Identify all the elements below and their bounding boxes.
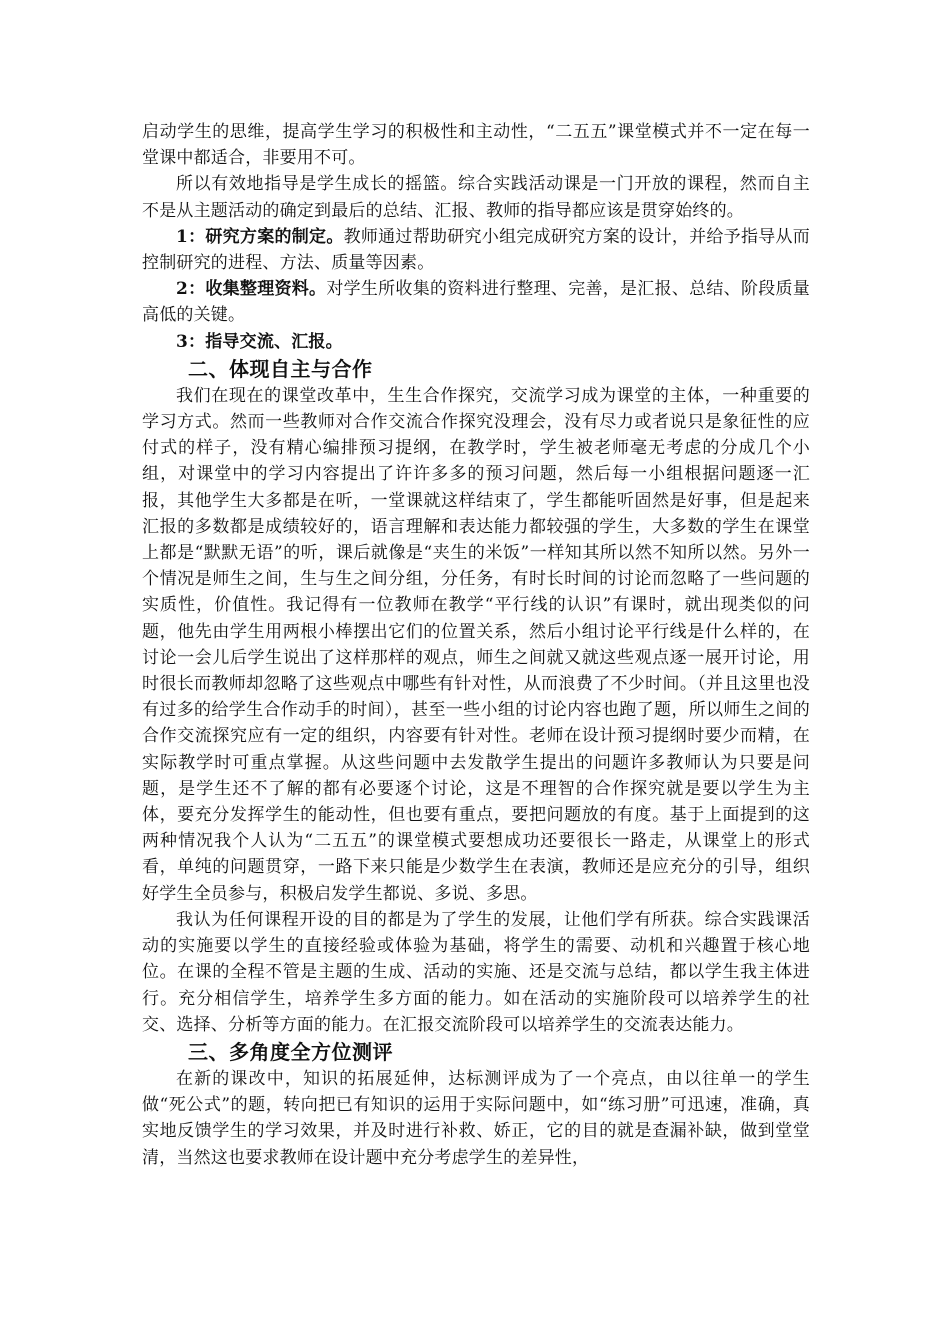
list-item-2-text: 对学生所收集的资料进行整理、完善，是汇报、总结、阶段质量高低的关键。	[142, 279, 810, 326]
paragraph-continuation: 启动学生的思维，提高学生学习的积极性和主动性，“二五五”课堂模式并不一定在每一堂课中都适合，非要用不可。	[142, 122, 810, 169]
document-page	[142, 119, 810, 1171]
paragraph-guidance: 所以有效地指导是学生成长的摇篮。综合实践活动课是一门开放的课程，然而自主不是从主题活动的确定到最后的总结、汇报、教师的指导都应该是贯穿始终的。	[142, 174, 810, 221]
list-item-1-text: 教师通过帮助研究小组完成研究方案的设计，并给予指导从而控制研究的进程、方法、质量等因素。	[142, 226, 810, 274]
list-item-3-label: 3：指导交流、汇报。	[176, 331, 343, 352]
section-heading-3: 三、多角度全方位测评	[188, 1039, 393, 1064]
list-item-3	[142, 329, 810, 355]
paragraph-cooperation: 我们在现在的课堂改革中，生生合作探究，交流学习成为课堂的主体，一种重要的学习方式。然而一些教师对合作交流合作探究没理会，没有尽力或者说只是象征性的应付式的样子，没有精心编排预习提纲，在教学时，学生被老师毫无考虑的分成几个小组，对课堂中的学习内容提出了许许多多的预习问题，然后每一小组根据问题逐一汇报，其他学生大多都是在听，一堂课就这样结束了，学生都能听固然是好事，但是起来汇报的多数都是成绩较好的，语言理解和表达能力都较强的学生，大多数的学生在课堂上都是“默默无语”的听，课后就像是“夹生的米饭”一样知其所以然不知所以然。另外一个情况是师生之间，生与生之间分组，分任务，有时长时间的讨论而忽略了一些问题的实质性，价值性。我记得有一位教师在教学“平行线的认识”有课时，就出现类似的问题，他先由学生用两根小棒摆出它们的位置关系，然后小组讨论平行线是什么样的，在讨论一会儿后学生说出了这样那样的观点，师生之间就又就这些观点逐一展开讨论，用时很长而教师却忽略了这些观点中哪些有针对性，从而浪费了不少时间。（并且这里也没有过多的给学生合作动手的时间），甚至一些小组的讨论内容也跑了题，所以师生之间的合作交流探究应有一定的组织，内容要有针对性。老师在设计预习提纲时要少而精，在实际教学时可重点掌握。从这些问题中去发散学生提出的问题许多教师认为只要是问题，是学生还不了解的都有必要逐个讨论，这是不理智的合作探究就是要以学生为主体，要充分发挥学生的能动性，但也要有重点，要把问题放的有度。基于上面提到的这两种情况我个人认为“二五五”的课堂模式要想成功还要很长一路走，从课堂上的形式看，单纯的问题贯穿，一路下来只能是少数学生在表演，教师还是应充分的引导，组织好学生全员参与，积极启发学生都说、多说、多思。	[142, 385, 810, 904]
list-item-2-label: 2：收集整理资料。	[176, 279, 327, 300]
list-item-1	[142, 224, 810, 276]
list-item-2	[142, 276, 810, 328]
paragraph-development: 我认为任何课程开设的目的都是为了学生的发展，让他们学有所获。综合实践课活动的实施要以学生的直接经验或体验为基础，将学生的需要、动机和兴趣置于核心地位。在课的全程不管是主题的生成、活动的实施、还是交流与总结，都以学生我主体进行。充分相信学生，培养学生多方面的能力。如在活动的实施阶段可以培养学生的社交、选择、分析等方面的能力。在汇报交流阶段可以培养学生的交流表达能力。	[142, 909, 810, 1035]
paragraph-assessment: 在新的课改中，知识的拓展延伸，达标测评成为了一个亮点，由以往单一的学生做“死公式”的题，转向把已有知识的运用于实际问题中，如“练习册”可迅速，准确，真实地反馈学生的学习效果，并及时进行补救、娇正，它的目的就是查漏补缺，做到堂堂清，当然这也要求教师在设计题中充分考虑学生的差异性，	[142, 1068, 810, 1168]
list-item-1-label: 1：研究方案的制定。	[176, 226, 344, 247]
section-heading-2: 二、体现自主与合作	[188, 356, 373, 381]
